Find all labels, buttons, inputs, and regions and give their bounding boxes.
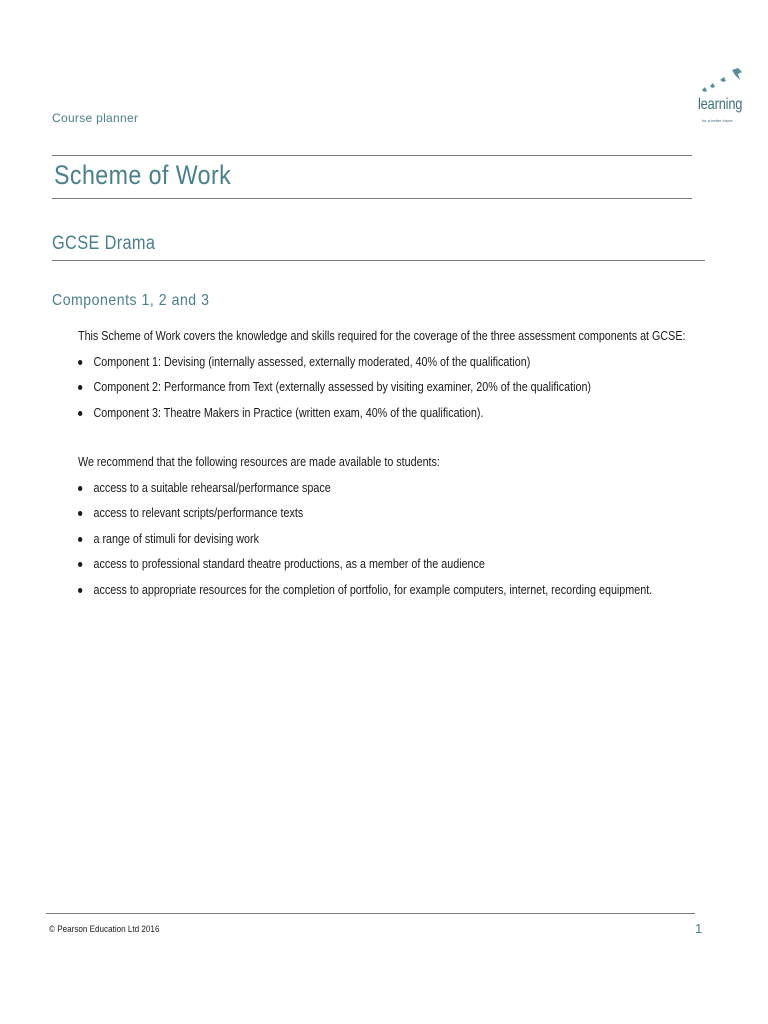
course-planner-label: Course planner [52, 111, 139, 125]
bullet-icon [78, 411, 82, 416]
bullet-icon [78, 486, 82, 491]
bullet-icon [78, 588, 82, 593]
intro-paragraph: This Scheme of Work covers the knowledge and skills required for the coverage of the three assessment components at GCSE: [78, 329, 686, 343]
section-content [78, 324, 718, 603]
footer-rule [46, 913, 695, 914]
resources-list [78, 476, 718, 604]
list-item: Component 3: Theatre Makers in Practice (written exam, 40% of the qualification). [78, 401, 628, 427]
bullet-icon [78, 511, 82, 516]
bullet-icon [78, 537, 82, 542]
list-item: a range of stimuli for devising work [78, 527, 628, 553]
page-number: 1 [695, 921, 703, 936]
resources-intro: We recommend that the following resources are made available to students: [78, 455, 440, 469]
list-item: Component 2: Performance from Text (externally assessed by visiting examiner, 20% of the qualification) [78, 375, 628, 401]
title-bottom-rule [52, 198, 692, 199]
list-item: Component 1: Devising (internally assessed, externally moderated, 40% of the qualification) [78, 350, 628, 376]
subject-heading: GCSE Drama [52, 233, 156, 254]
bullet-icon [78, 385, 82, 390]
bullet-icon [78, 562, 82, 567]
page-title: Scheme of Work [54, 160, 232, 190]
list-item: access to appropriate resources for the completion of portfolio, for example computers, internet, recording equipment. [78, 578, 628, 604]
bullet-icon [78, 360, 82, 365]
section-heading: Components 1, 2 and 3 [52, 292, 210, 309]
list-item: access to a suitable rehearsal/performance space [78, 476, 628, 502]
subject-rule [52, 260, 705, 261]
title-top-rule [52, 155, 692, 156]
list-item: access to professional standard theatre productions, as a member of the audience [78, 552, 628, 578]
learning-logo [698, 66, 750, 138]
list-item: access to relevant scripts/performance texts [78, 501, 628, 527]
logo-word: learning [698, 96, 743, 113]
components-list [78, 350, 718, 427]
copyright-text: © Pearson Education Ltd 2016 [49, 924, 160, 934]
logo-tagline: for a better future [702, 118, 733, 123]
birds-logo-icon [698, 66, 750, 98]
